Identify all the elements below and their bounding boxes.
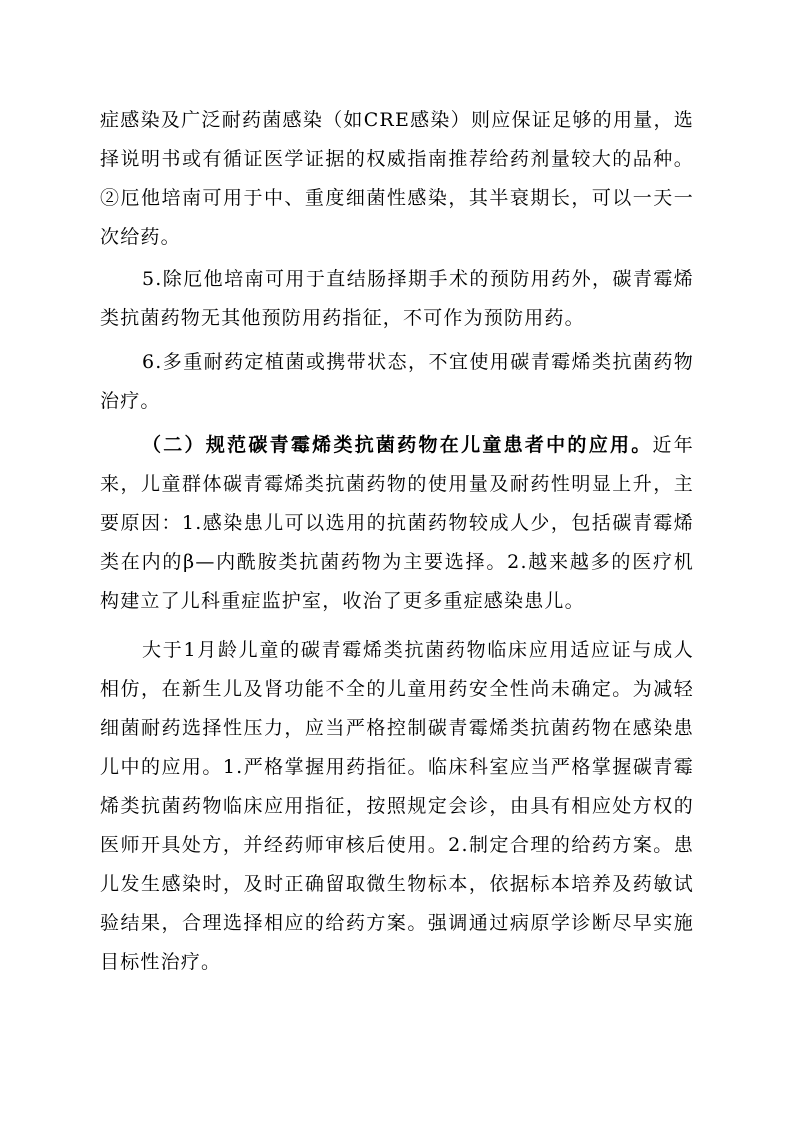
paragraph-pediatric-guidance: 大于1月龄儿童的碳青霉烯类抗菌药物临床应用适应证与成人相仿，在新生儿及肾功能不全的儿童用药安全性尚未确定。为减轻细菌耐药选择性压力，应当严格控制碳青霉烯类抗菌药物在感染患儿中的应用。1.严格掌握用药指征。临床科室应当严格掌握碳青霉烯类抗菌药物临床应用指征，按照规定会诊，由具有相应处方权的医师开具处方，并经药师审核后使用。2.制定合理的给药方案。患儿发生感染时，及时正确留取微生物标本，依据标本培养及药敏试验结果，合理选择相应的给药方案。强调通过病原学诊断尽早实施目标性治疗。	[100, 639, 694, 973]
section-body: 近年来，儿童群体碳青霉烯类抗菌药物的使用量及耐药性明显上升，主要原因：1.感染患儿可以选用的抗菌药物较成人少，包括碳青霉烯类在内的β—内酰胺类抗菌药物为主要选择。2.越来越多的医疗机构建立了儿科重症监护室，收治了更多重症感染患儿。	[100, 434, 694, 612]
paragraph-dosage-continuation: 症感染及广泛耐药菌感染（如CRE感染）则应保证足够的用量，选择说明书或有循证医学证据的权威指南推荐给药剂量较大的品种。②厄他培南可用于中、重度细菌性感染，其半衰期长，可以一天一次给药。	[100, 109, 694, 248]
paragraph-prophylaxis: 5.除厄他培南可用于直结肠择期手术的预防用药外，碳青霉烯类抗菌药物无其他预防用药指征，不可作为预防用药。	[100, 268, 694, 329]
section-heading: （二）规范碳青霉烯类抗菌药物在儿童患者中的应用。	[142, 434, 653, 456]
paragraph-colonization: 6.多重耐药定植菌或携带状态，不宜使用碳青霉烯类抗菌药物治疗。	[100, 351, 694, 412]
document-body	[100, 101, 694, 982]
section-pediatric-use	[100, 426, 694, 621]
